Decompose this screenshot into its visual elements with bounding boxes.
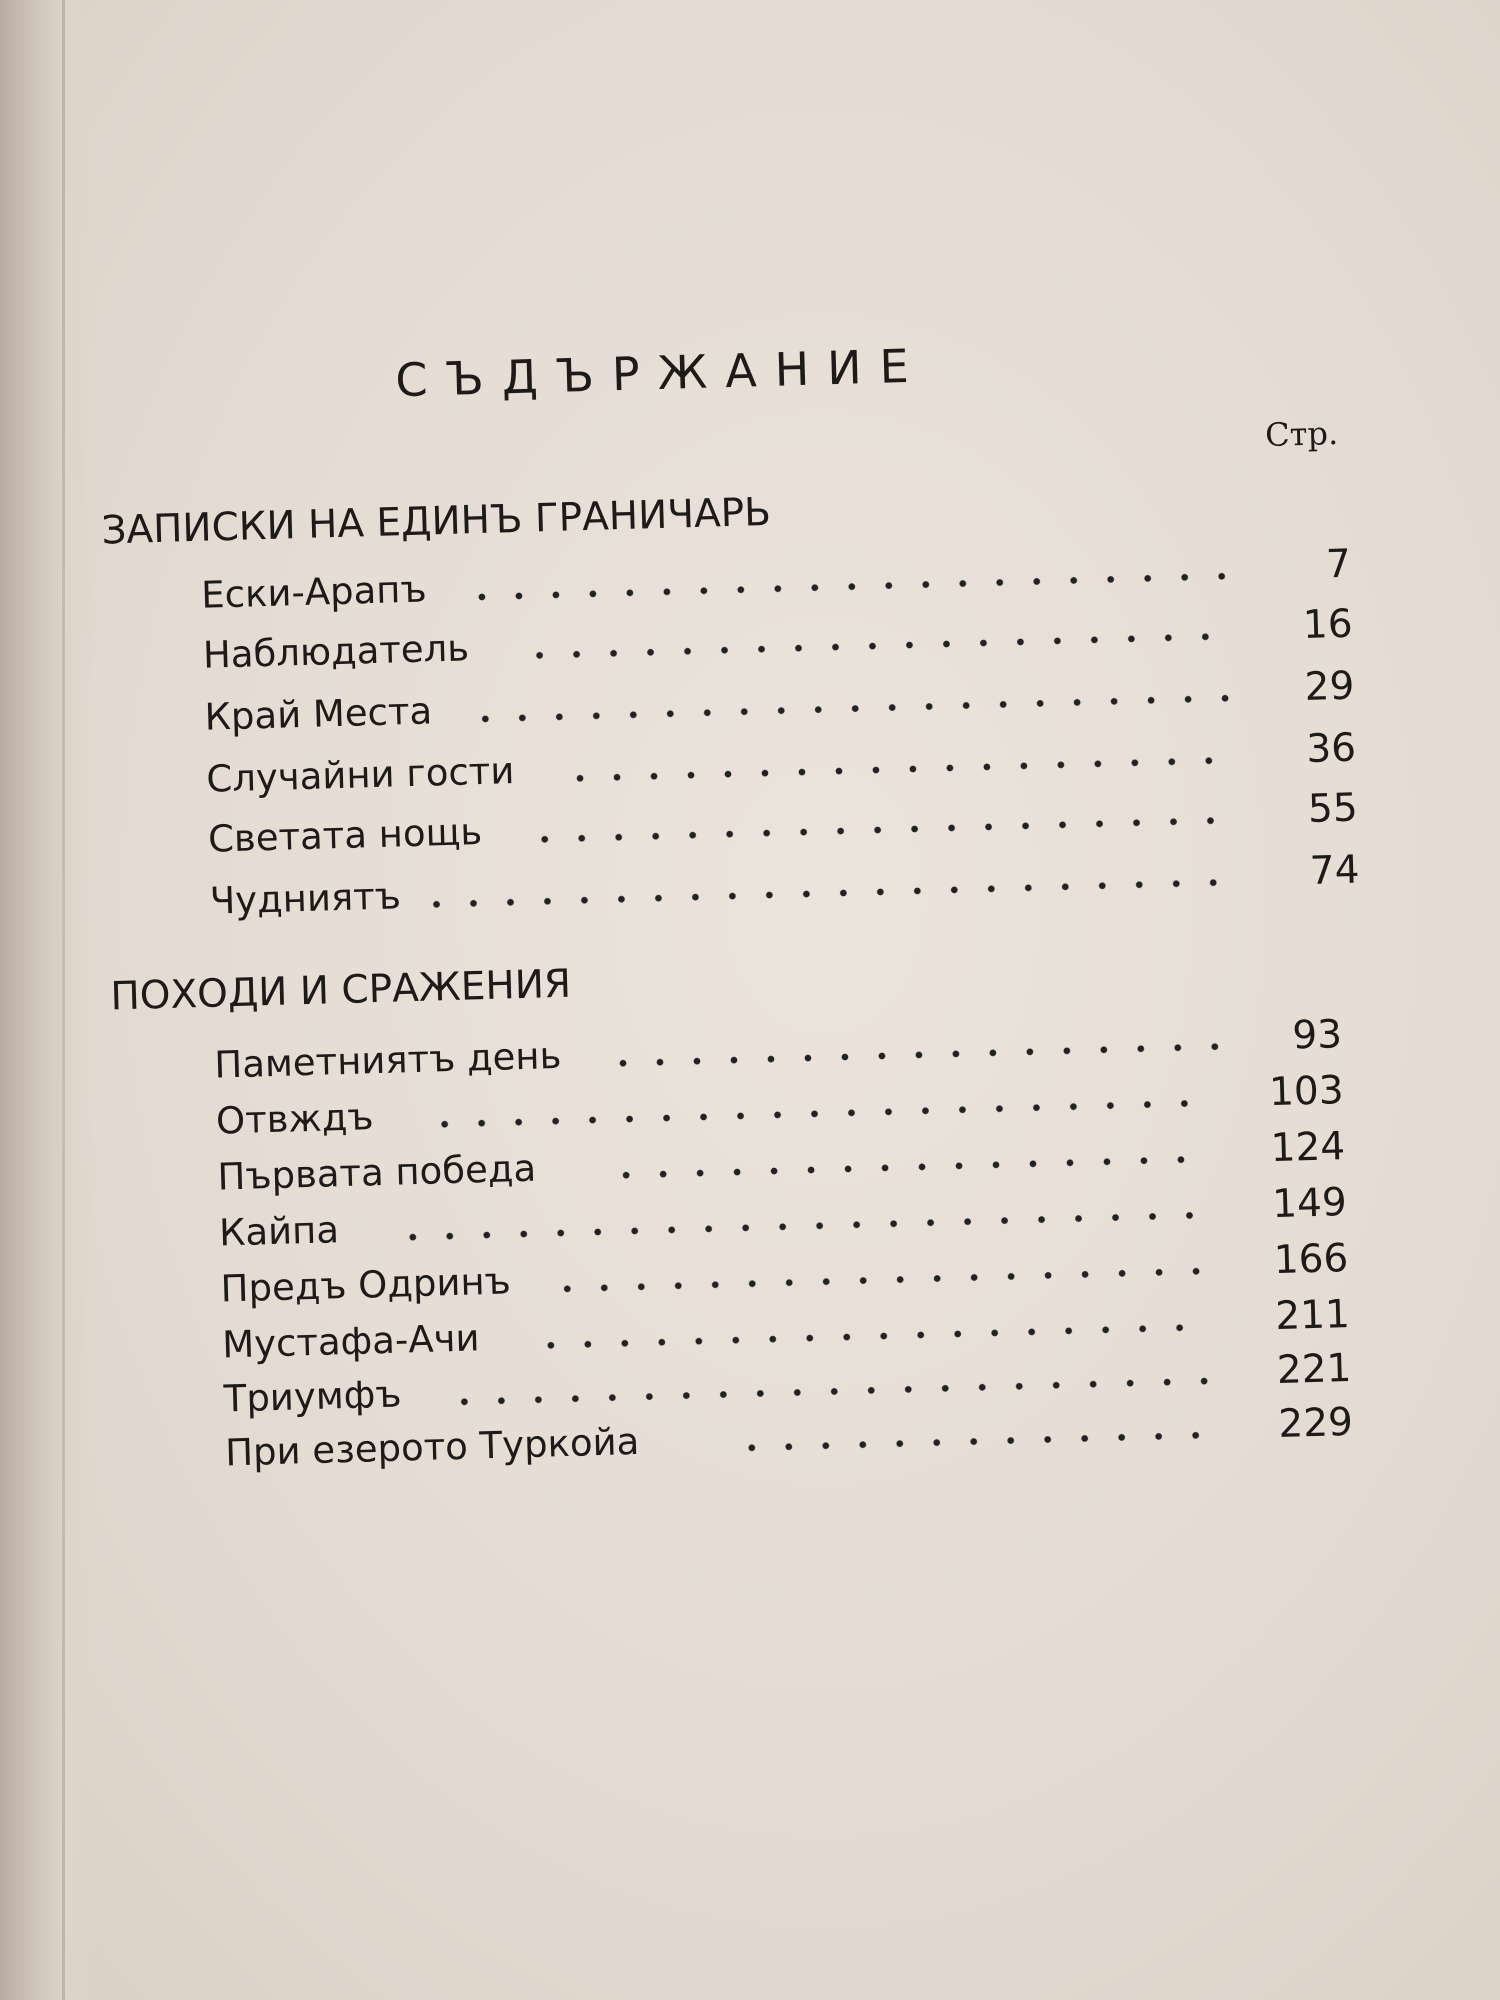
entry-page-number: 166 [1273, 1236, 1349, 1284]
entry-title: Паметниятъ день [213, 1033, 562, 1087]
entry-page-number: 74 [1309, 847, 1361, 894]
entry-page-number: 221 [1276, 1346, 1352, 1394]
entry-title: Край Места [204, 689, 433, 739]
section-heading-2: ПОХОДИ И СРАЖЕНИЯ [109, 961, 572, 1020]
section-heading-1: ЗАПИСКИ НА ЕДИНЪ ГРАНИЧАРЬ [100, 489, 772, 554]
entry-title: Светата нощь [207, 810, 483, 861]
entry-title: Чудниятъ [209, 874, 402, 923]
leader-dots [608, 1154, 1208, 1181]
leader-dots [532, 1322, 1212, 1351]
entry-title: Триумфъ [223, 1372, 403, 1421]
leader-dots [394, 1210, 1209, 1243]
entry-title: Наблюдатель [202, 626, 470, 677]
entry-page-number: 211 [1274, 1292, 1351, 1340]
entry-title: Мустафа-Ачи [221, 1316, 481, 1367]
entry-page-number: 29 [1304, 663, 1355, 711]
entry-page-number: 16 [1302, 601, 1354, 649]
entry-title: Предъ Одринъ [220, 1259, 512, 1311]
entry-title: При езерото Туркойа [224, 1419, 640, 1475]
leader-dots [733, 1430, 1215, 1453]
entry-page-number: 103 [1268, 1068, 1345, 1116]
leader-dots [521, 631, 1235, 661]
leader-dots [467, 693, 1237, 724]
leader-dots [526, 815, 1240, 845]
leader-dots [549, 1266, 1211, 1294]
entry-title: Първата победа [216, 1146, 537, 1199]
contents-title: СЪДЪРЖАНИЕ [394, 338, 928, 408]
entry-page-number: 149 [1271, 1180, 1348, 1228]
entry-title: Ески-Арапъ [200, 567, 428, 617]
entry-title: Кайпа [218, 1208, 340, 1255]
leader-dots [426, 1098, 1206, 1130]
entry-title: Случайни гости [205, 749, 515, 801]
page-column-label: Стр. [1264, 414, 1339, 455]
entry-title: Отвждъ [215, 1095, 375, 1143]
entry-page-number: 36 [1305, 725, 1357, 773]
leader-dots [418, 877, 1242, 910]
leader-dots [446, 1376, 1214, 1407]
entry-page-number: 124 [1270, 1124, 1346, 1172]
entry-page-number: 93 [1291, 1012, 1343, 1059]
entry-page-number: 7 [1325, 541, 1352, 588]
leader-dots [604, 1041, 1224, 1068]
entry-page-number: 55 [1307, 785, 1359, 832]
leader-dots [561, 755, 1238, 784]
leader-dots [463, 571, 1233, 602]
entry-page-number: 229 [1277, 1399, 1354, 1448]
